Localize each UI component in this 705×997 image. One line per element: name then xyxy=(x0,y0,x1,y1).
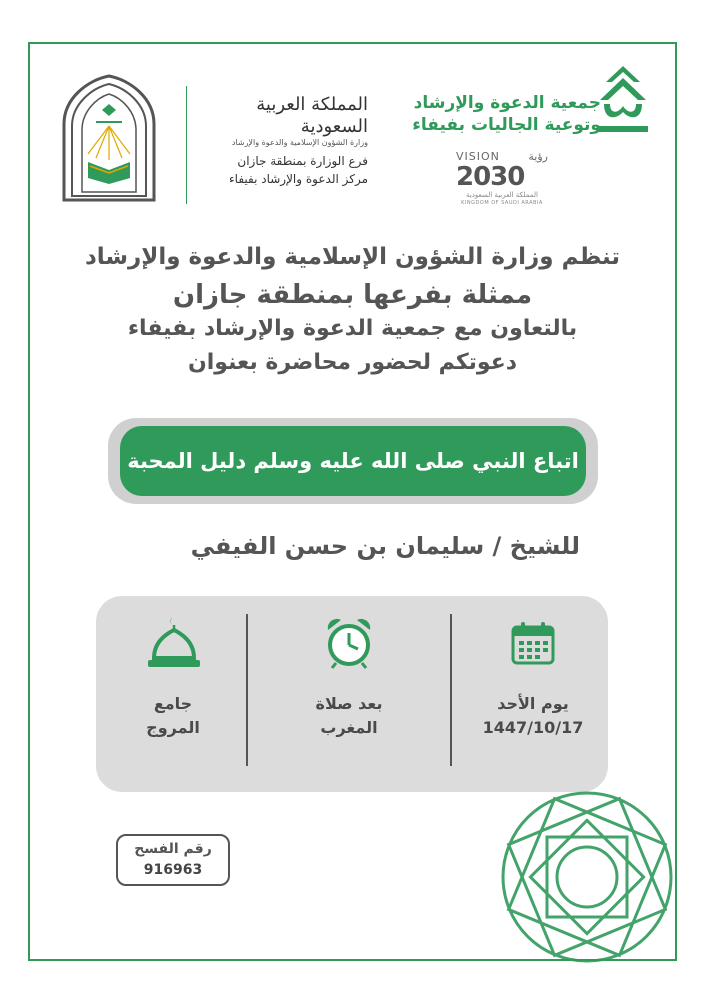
permit-label: رقم الفسح xyxy=(134,841,212,857)
place-column xyxy=(98,692,248,740)
intro-line-3: بالتعاون مع جمعية الدعوة والإرشاد بفيفاء xyxy=(127,316,578,341)
lecture-title: اتباع النبي صلى الله عليه وسلم دليل المحبة xyxy=(127,449,579,473)
intro-line-4: دعوتكم لحضور محاضرة بعنوان xyxy=(187,350,518,375)
association-name-line2: وتوعية الجاليات بفيفاء xyxy=(412,115,601,135)
association-name xyxy=(381,92,601,136)
intro-line-1: تنظم وزارة الشؤون الإسلامية والدعوة والإرشاد xyxy=(84,244,621,270)
vision-year: 2030 xyxy=(456,162,525,192)
ministry-header xyxy=(192,94,368,188)
date-column xyxy=(458,692,608,740)
islamic-pattern-ornament xyxy=(492,782,682,972)
permit-number: 916963 xyxy=(143,862,203,878)
ministry-name: وزارة الشؤون الإسلامية والدعوة والإرشاد xyxy=(231,138,368,147)
vision-2030-logo xyxy=(456,150,548,214)
intro-line-2: ممثلة بفرعها بمنطقة جازان xyxy=(172,280,533,310)
ministry-emblem-icon xyxy=(58,74,160,202)
calendar-icon xyxy=(510,620,556,666)
details-divider xyxy=(246,614,248,766)
date-value: 1447/10/17 xyxy=(482,718,584,737)
alarm-clock-icon xyxy=(324,616,374,670)
association-logo-icon xyxy=(594,64,652,134)
vision-label-en: VISION xyxy=(456,150,500,163)
vision-label-ar: رؤية xyxy=(528,150,548,163)
ministry-kingdom: المملكة العربية السعودية xyxy=(256,94,368,137)
association-name-line1: جمعية الدعوة والإرشاد xyxy=(413,93,601,113)
place-line1: جامع xyxy=(153,694,193,713)
details-divider xyxy=(450,614,452,766)
mosque-icon xyxy=(144,614,204,676)
date-day: يوم الأحد xyxy=(497,694,569,713)
ministry-branch: فرع الوزارة بمنطقة جازان xyxy=(237,154,368,168)
time-line2: المغرب xyxy=(320,718,378,737)
permit-box xyxy=(116,834,230,886)
ministry-center: مركز الدعوة والإرشاد بفيفاء xyxy=(229,172,368,186)
time-column xyxy=(274,692,424,740)
speaker-name: للشيخ / سليمان بن حسن الفيفي xyxy=(190,532,580,560)
time-line1: بعد صلاة xyxy=(315,694,383,713)
place-line2: المروج xyxy=(146,718,200,737)
vision-kingdom-ar: المملكة العربية السعودية xyxy=(466,191,538,199)
header-divider xyxy=(186,86,187,204)
vision-kingdom-en: KINGDOM OF SAUDI ARABIA xyxy=(461,200,543,206)
